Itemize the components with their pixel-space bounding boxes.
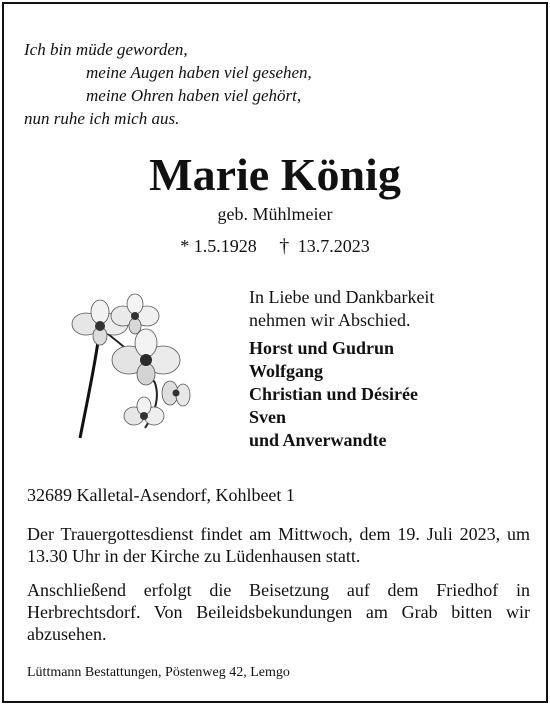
burial-paragraph: Anschließend erfolgt die Beisetzung auf dem Friedhof in Herbrechtsdorf. Von Beileidsbekundungen am Grab bitten wir abzusehen. [27,580,530,644]
birth-date: 1.5.1928 [193,236,257,256]
family-name: und Anverwandte [249,430,387,450]
poem [24,38,312,130]
family-name: Wolfgang [249,361,324,381]
address: 32689 Kalletal-Asendorf, Kohlbeet 1 [27,485,295,505]
birth-symbol: * [180,236,190,256]
family-name: Sven [249,407,287,427]
family-block [249,286,434,452]
funeral-home: Lüttmann Bestattungen, Pöstenweg 42, Lemgo [27,665,290,680]
intro-line: nehmen wir Abschied. [249,310,411,330]
poem-line: nun ruhe ich mich aus. [24,109,180,128]
death-date: 13.7.2023 [297,236,370,256]
service-paragraph: Der Trauergottesdienst findet am Mittwoch, dem 19. Juli 2023, um 13.30 Uhr in der Kirche zu Lüdenhausen statt. [27,524,530,566]
intro-line: In Liebe und Dankbarkeit [249,287,435,307]
poem-line: Ich bin müde geworden, [24,40,188,59]
obituary-notice [2,2,548,703]
poem-line: meine Ohren haben viel gehört, [86,86,302,105]
family-name: Christian und Désirée [249,384,419,404]
orchid-icon [60,288,200,448]
family-name: Horst und Gudrun [249,338,395,358]
life-dates [4,235,546,258]
deceased-name: Marie König [149,149,401,200]
poem-line: meine Augen haben viel gesehen, [86,63,312,82]
death-symbol: † [279,235,290,257]
birth-name: geb. Mühlmeier [217,204,333,224]
